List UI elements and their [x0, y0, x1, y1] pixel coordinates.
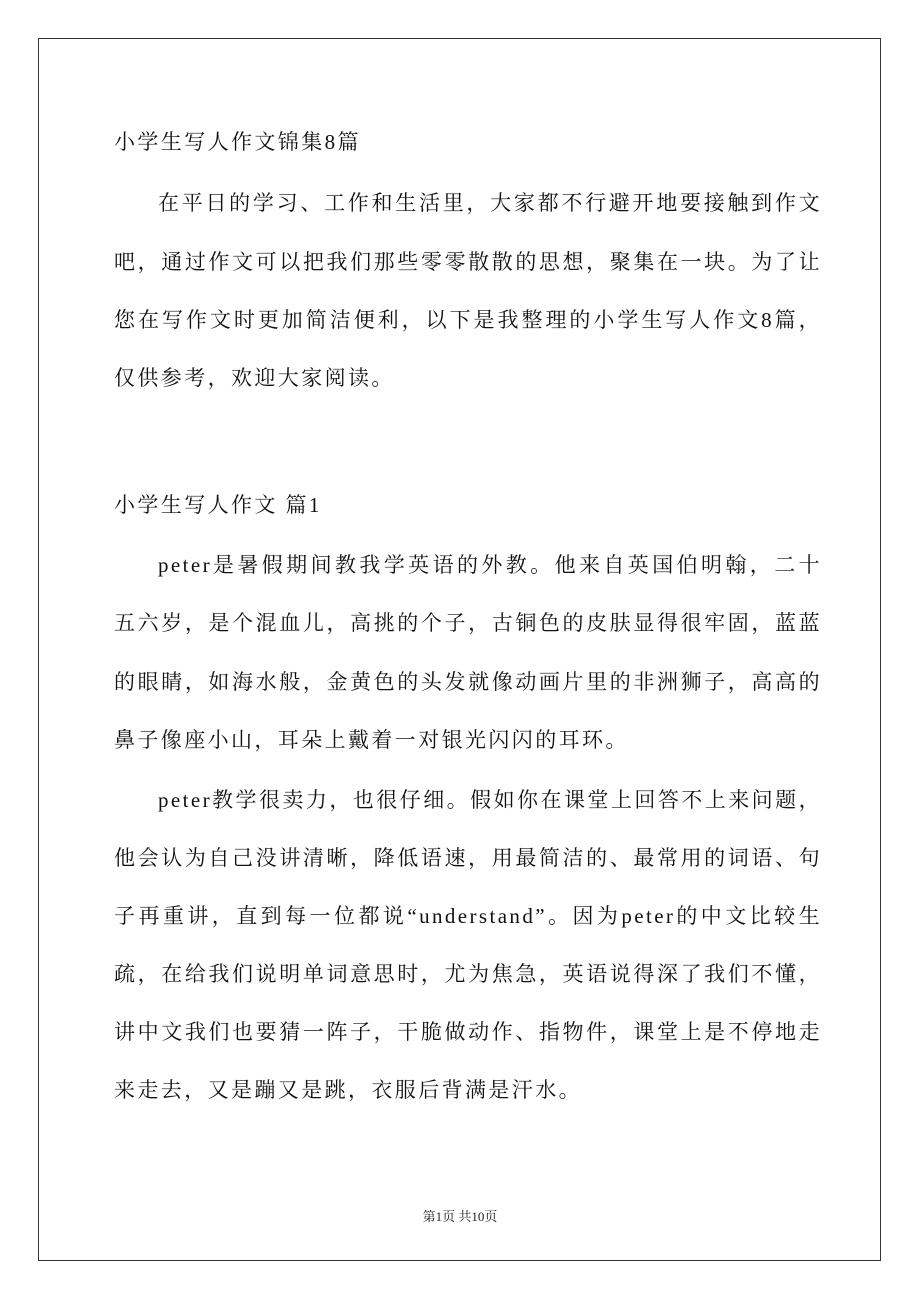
- page-number-footer: 第1页 共10页: [422, 1209, 498, 1224]
- paragraph-line: 子再重讲，直到每一位都说“understand”。因为peter的中文比较生: [114, 904, 822, 928]
- paragraph-line: 讲中文我们也要猜一阵子，干脆做动作、指物件，课堂上是不停地走: [114, 1020, 822, 1044]
- paragraph-line: 鼻子像座小山，耳朵上戴着一对银光闪闪的耳环。: [114, 728, 629, 752]
- paragraph-line: 来走去，又是蹦又是跳，衣服后背满是汗水。: [114, 1078, 582, 1102]
- paragraph-line: peter是暑假期间教我学英语的外教。他来自英国伯明翰，二十: [158, 553, 822, 577]
- paragraph-line: 的眼睛，如海水般，金黄色的头发就像动画片里的非洲狮子，高高的: [114, 670, 822, 694]
- paragraph-line: peter教学很卖力，也很仔细。假如你在课堂上回答不上来问题，: [158, 788, 822, 812]
- paragraph-line: 他会认为自己没讲清晰，降低语速，用最简洁的、最常用的词语、句: [114, 846, 822, 870]
- intro-line: 仅供参考，欢迎大家阅读。: [114, 366, 395, 390]
- intro-line: 您在写作文时更加简洁便利，以下是我整理的小学生写人作文8篇，: [114, 308, 822, 332]
- section-heading: 小学生写人作文 篇1: [114, 493, 322, 517]
- paragraph-line: 疏，在给我们说明单词意思时，尤为焦急，英语说得深了我们不懂，: [114, 962, 822, 986]
- paragraph-line: 五六岁，是个混血儿，高挑的个子，古铜色的皮肤显得很牢固，蓝蓝: [114, 611, 822, 635]
- intro-line: 在平日的学习、工作和生活里，大家都不行避开地要接触到作文: [158, 191, 822, 215]
- intro-line: 吧，通过作文可以把我们那些零零散散的思想，聚集在一块。为了让: [114, 250, 822, 274]
- document-title: 小学生写人作文锦集8篇: [114, 130, 361, 154]
